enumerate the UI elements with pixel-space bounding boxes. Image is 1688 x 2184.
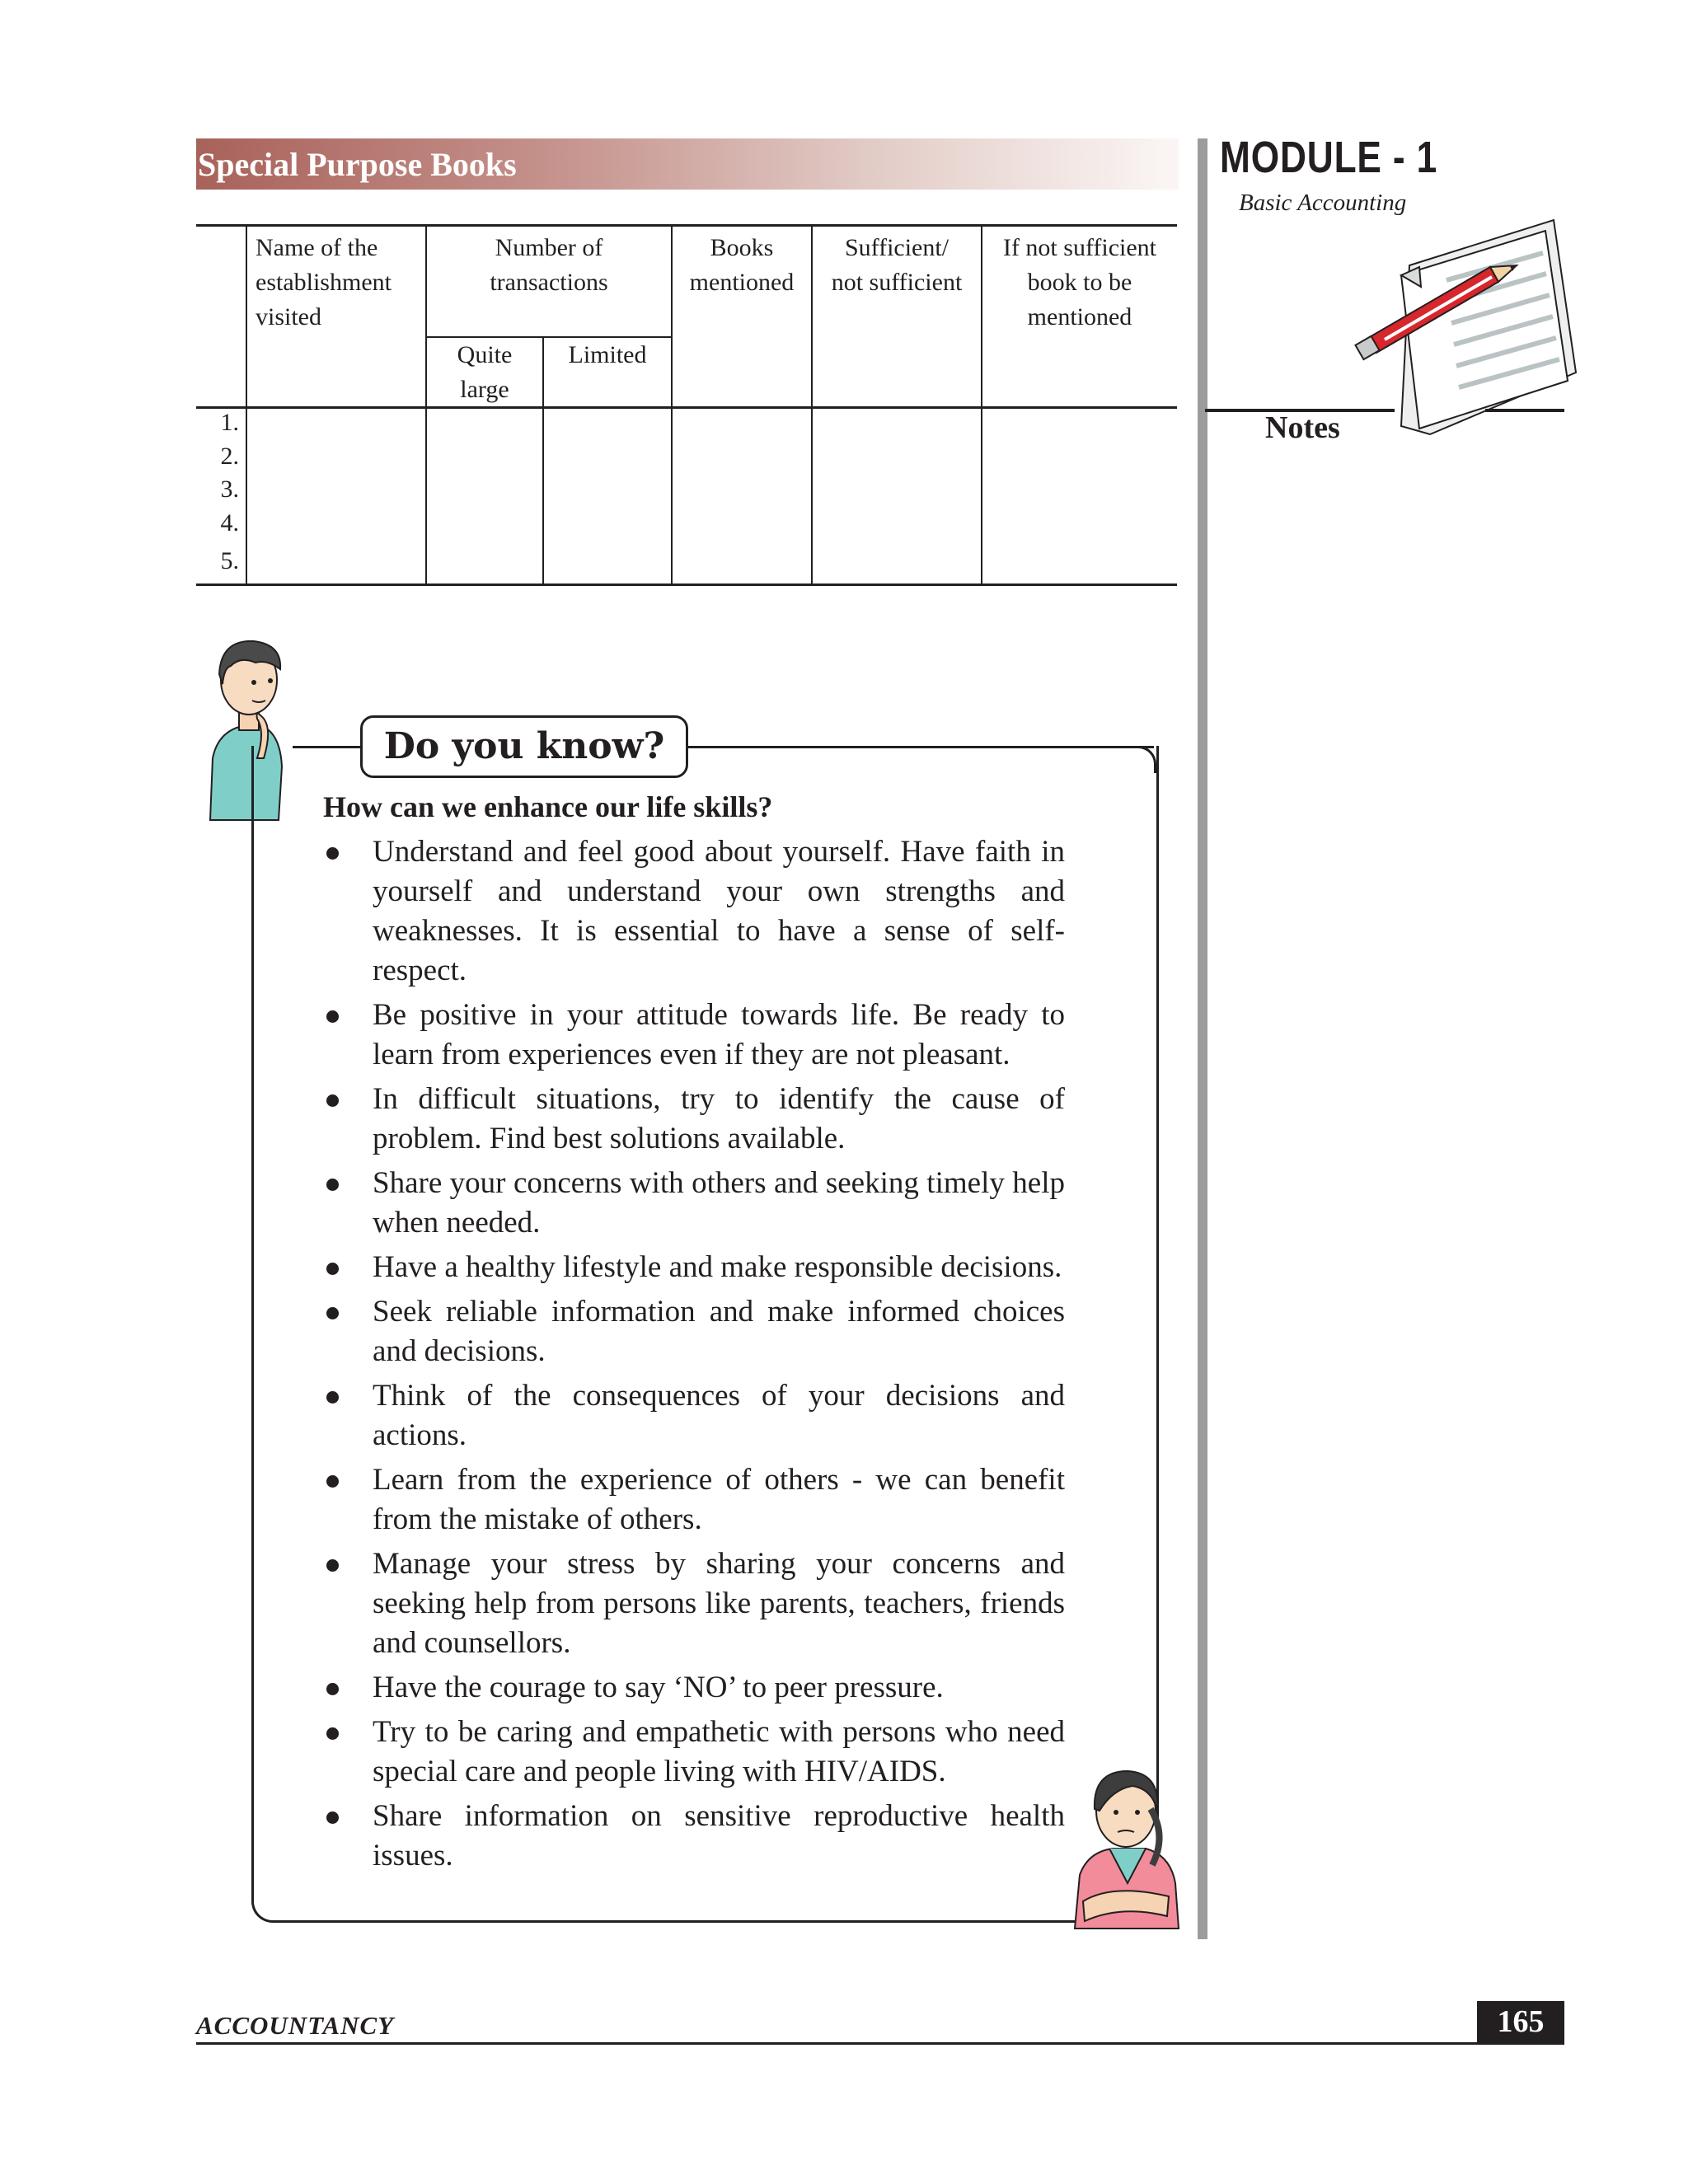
list-item-text: Share your concerns with others and seeking timely help when needed.: [373, 1166, 1065, 1240]
list-item-text: Have the courage to say ‘NO’ to peer pressure.: [373, 1671, 944, 1704]
list-item: [323, 832, 1065, 991]
table-rule-top: [196, 224, 1177, 227]
row-number: 4.: [220, 509, 239, 537]
col-header-number: [425, 231, 673, 300]
list-item-text: Understand and feel good about yourself. Have faith in yourself and understand your own strengths and weaknesses. It is essential to have a sense of self-respect.: [373, 835, 1065, 987]
col-header-line: Number of: [495, 234, 603, 261]
bullet-icon: [326, 847, 339, 860]
list-item-text: Learn from the experience of others - we can benefit from the mistake of others.: [373, 1463, 1065, 1536]
table-rule-header-bottom: [196, 406, 1177, 409]
notepad-icon: [1401, 220, 1576, 434]
sub-header-quite-large: [427, 338, 542, 407]
list-item: [323, 1668, 1065, 1708]
bullet-icon: [326, 1811, 339, 1824]
box-lead-rule: [293, 746, 367, 748]
col-header-line: Sufficient/: [844, 234, 950, 261]
col-header-line: If not sufficient: [1002, 234, 1157, 261]
col-header-line: visited: [256, 303, 321, 330]
sub-header-limited: Limited: [568, 341, 647, 368]
module-subtitle: Basic Accounting: [1239, 190, 1407, 216]
footer-rule: [196, 2042, 1564, 2045]
bullet-icon: [326, 1727, 339, 1740]
col-header-line: large: [460, 376, 509, 403]
list-item: [323, 1713, 1065, 1792]
page-number: 165: [1477, 2001, 1564, 2042]
list-item-text: In difficult situations, try to identify the cause of problem. Find best solutions available.: [373, 1082, 1065, 1155]
bullet-icon: [326, 1010, 339, 1023]
col-header-if-not-sufficient: [982, 231, 1177, 335]
col-header-line: Quite: [457, 341, 513, 368]
row-number: 5.: [220, 547, 239, 574]
bullet-icon: [326, 1559, 339, 1572]
bullet-icon: [326, 1263, 339, 1275]
table-rule-bottom: [196, 583, 1177, 586]
bullet-icon: [326, 1179, 339, 1191]
col-header-name: [256, 231, 392, 335]
list-item-text: Think of the consequences of your decisions and actions.: [373, 1379, 1065, 1452]
girl-arms-crossed-illustration: [1063, 1760, 1187, 1933]
notes-label: Notes: [1265, 410, 1340, 445]
col-header-line: transactions: [490, 269, 608, 296]
list-item-text: Try to be caring and empathetic with persons who need special care and people living with HIV/AIDS.: [373, 1715, 1065, 1788]
survey-table: [196, 224, 1177, 587]
col-header-line: establishment: [256, 269, 392, 296]
bullet-icon: [326, 1307, 339, 1319]
box-question: How can we enhance our life skills?: [323, 790, 773, 823]
list-item-text: Seek reliable information and make informed choices and decisions.: [373, 1295, 1065, 1368]
list-item: [323, 996, 1065, 1075]
list-item: [323, 1292, 1065, 1371]
notes-pencil-illustration: [1352, 216, 1582, 447]
col-header-books: [673, 231, 811, 300]
bullet-icon: [326, 1683, 339, 1695]
list-item-text: Have a healthy lifestyle and make responsible decisions.: [373, 1250, 1062, 1284]
list-item: [323, 1544, 1065, 1663]
col-header-line: Books: [710, 234, 774, 261]
section-header-band: [196, 138, 1179, 190]
footer-subject: ACCOUNTANCY: [196, 2011, 395, 2040]
list-item: [323, 1376, 1065, 1455]
list-item-text: Be positive in your attitude towards life. Be ready to learn from experiences even if they are not pleasant.: [373, 998, 1065, 1071]
col-header-line: book to be: [1027, 269, 1132, 296]
col-header-sufficient: [813, 231, 981, 300]
list-item: [323, 1460, 1065, 1540]
row-number: 1.: [220, 409, 239, 436]
list-item: [323, 1248, 1065, 1287]
col-header-line: mentioned: [689, 269, 795, 296]
list-item: [323, 1080, 1065, 1159]
list-item: [323, 1797, 1065, 1876]
col-header-line: Name of the: [256, 234, 378, 261]
table-col-line: [542, 336, 544, 585]
list-item-text: Share information on sensitive reproductive health issues.: [373, 1799, 1065, 1872]
list-item-text: Manage your stress by sharing your concerns and seeking help from persons like parents, teachers, friends and counsellors.: [373, 1547, 1065, 1660]
col-header-line: mentioned: [1027, 303, 1132, 330]
section-title: Special Purpose Books: [198, 146, 517, 183]
bullet-icon: [326, 1094, 339, 1107]
table-col-line: [246, 224, 247, 585]
col-header-line: not sufficient: [831, 269, 963, 296]
life-skills-list: [323, 832, 1065, 1881]
module-title: MODULE - 1: [1220, 133, 1438, 182]
do-you-know-title: Do you know?: [360, 715, 688, 778]
bullet-icon: [326, 1391, 339, 1404]
list-item: [323, 1164, 1065, 1243]
row-number: 2.: [220, 443, 239, 470]
bullet-icon: [326, 1475, 339, 1488]
row-number: 3.: [220, 476, 239, 503]
notes-rule-right: [1485, 409, 1564, 412]
